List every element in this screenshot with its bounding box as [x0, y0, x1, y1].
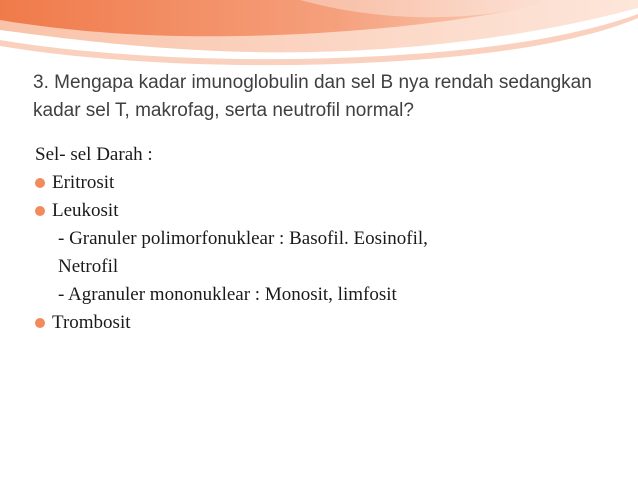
header-decoration [0, 0, 638, 70]
slide-body [35, 141, 615, 337]
sub-line: Netrofil [58, 256, 119, 277]
list-heading: Sel- sel Darah : [35, 144, 153, 165]
list-item [35, 169, 615, 197]
slide-title: 3. Mengapa kadar imunoglobulin dan sel B nya rendah sedangkan kadar sel T, makrofag, serta neutrofil normal? [33, 72, 592, 121]
bullet-icon [35, 206, 45, 216]
list-item [35, 197, 615, 225]
sub-line: - Granuler polimorfonuklear : Basofil. Eosinofil, [58, 228, 428, 249]
bullet-icon [35, 318, 45, 328]
sub-line: - Agranuler mononuklear : Monosit, limfosit [58, 284, 397, 305]
list-item [35, 309, 615, 337]
bullet-icon [35, 178, 45, 188]
list-item-label: Eritrosit [52, 172, 115, 193]
list-item-label: Trombosit [52, 312, 131, 333]
list-item-label: Leukosit [52, 200, 119, 221]
